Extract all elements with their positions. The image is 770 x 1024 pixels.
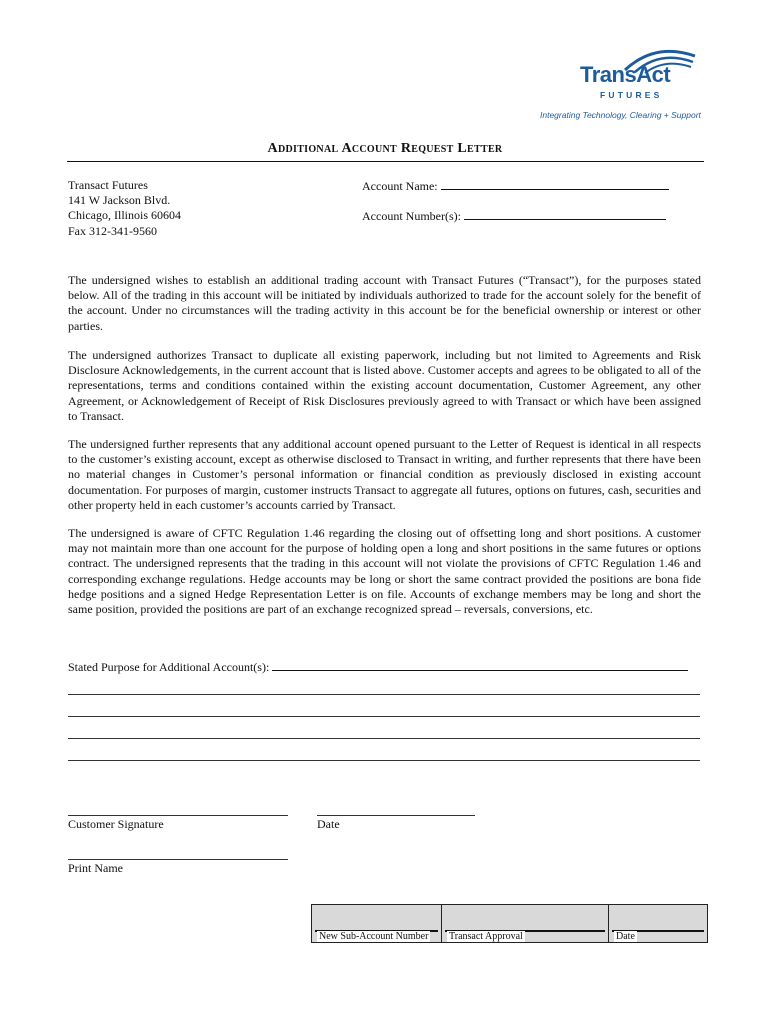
- paragraph-representation: The undersigned further represents that any additional account opened pursuant to the Letter of Request is identical in all respects to the customer’s existing account, except as otherwise disclosed to Transact in writing, and further represents that there have been no material changes in Customer’s personal information or financial condition as previously disclosed in existing account documentation. For purposes of margin, customer instructs Transact to aggregate all futures, options on futures, cash, securities and other property held in each customer’s accounts carried by Transact.: [68, 437, 701, 512]
- paragraph-authorization: The undersigned authorizes Transact to duplicate all existing paperwork, including but not limited to Agreements and Risk Disclosure Acknowledgements, in the current account that is listed above. Customer accepts and agrees to be obligated to all of the representations, terms and conditions contained within the existing account documentation, Customer Agreement, any other Agreement, or Acknowledgement of Receipt of Risk Disclosures previously agreed to with Transact or which have been assigned to Transact.: [68, 348, 701, 423]
- approval-date-label: Date: [616, 931, 635, 942]
- date-line[interactable]: [317, 815, 475, 816]
- purpose-line[interactable]: [68, 694, 700, 695]
- approval-date-cell[interactable]: [609, 905, 707, 942]
- transact-approval-label: Transact Approval: [449, 931, 523, 942]
- print-name-line[interactable]: [68, 859, 288, 860]
- date-label: Date: [317, 817, 340, 831]
- customer-signature-label: Customer Signature: [68, 817, 164, 831]
- paragraph-cftc-regulation: The undersigned is aware of CFTC Regulation 1.46 regarding the closing out of offsetting long and short positions. A customer may not maintain more than one account for the purpose of holding open a long and short positions in the same futures or options contract. The undersigned represents that the trading in this account will not violate the provisions of CFTC Regulation 1.46 and corresponding exchange regulations. Hedge accounts may be long or short the same contract provided the positions are bona fide hedge positions and a signed Hedge Representation Letter is on file. Accounts of exchange members may be long and short the same position, provided the positions are part of an exchange recognized spread – reversals, conversions, etc.: [68, 526, 701, 617]
- address-line: Transact Futures: [68, 178, 148, 192]
- title-divider: [67, 161, 704, 162]
- purpose-line[interactable]: [68, 738, 700, 739]
- account-name-field: [362, 178, 669, 194]
- transact-logo: [540, 44, 705, 124]
- account-number-input[interactable]: [464, 208, 666, 220]
- stated-purpose-field: [68, 659, 688, 675]
- purpose-line[interactable]: [68, 716, 700, 717]
- cell-shading: [612, 908, 704, 932]
- sub-account-table: [311, 904, 708, 943]
- stated-purpose-label: Stated Purpose for Additional Account(s):: [68, 660, 270, 674]
- logo-wordmark: TransAct: [580, 62, 671, 87]
- new-sub-account-label: New Sub-Account Number: [319, 931, 429, 942]
- account-number-label: Account Number(s):: [362, 209, 461, 223]
- new-sub-account-cell[interactable]: [312, 905, 442, 942]
- address-block: [68, 178, 181, 239]
- customer-signature-line[interactable]: [68, 815, 288, 816]
- stated-purpose-input[interactable]: [272, 659, 688, 671]
- address-line: Fax 312-341-9560: [68, 223, 157, 238]
- logo-tagline: Integrating Technology, Clearing + Support: [540, 110, 701, 120]
- document-title: Additional Account Request Letter: [267, 141, 503, 156]
- account-name-label: Account Name:: [362, 179, 438, 193]
- print-name-label: Print Name: [68, 861, 123, 875]
- purpose-line[interactable]: [68, 760, 700, 761]
- paragraph-intent: The undersigned wishes to establish an additional trading account with Transact Futures (“Transact”), for the purposes stated below. All of the trading in this account will be initiated by individuals authorized to trade for the account solely for the benefit of the account. Under no circumstances will the trading activity in this account be for the beneficial ownership or interest or other parties.: [68, 273, 701, 333]
- address-line: Chicago, Illinois 60604: [68, 208, 181, 223]
- account-number-field: [362, 208, 666, 224]
- account-name-input[interactable]: [441, 178, 669, 190]
- cell-shading: [315, 908, 438, 932]
- address-line: 141 W Jackson Blvd.: [68, 193, 171, 208]
- logo-subtitle: FUTURES: [600, 90, 663, 100]
- transact-approval-cell[interactable]: [442, 905, 609, 942]
- cell-shading: [445, 908, 605, 932]
